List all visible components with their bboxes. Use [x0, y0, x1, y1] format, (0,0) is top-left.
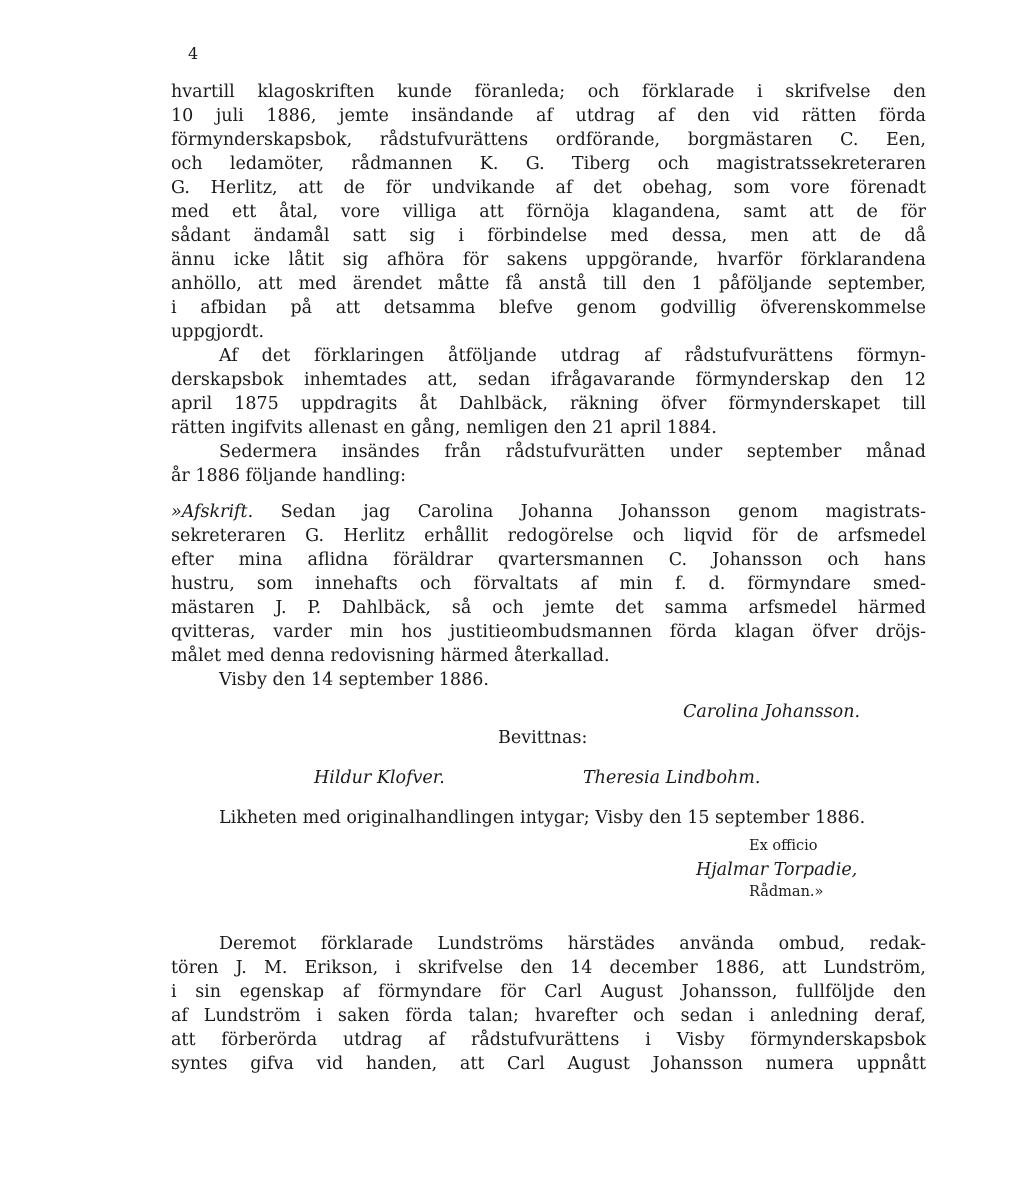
signature-carolina: Carolina Johansson. — [683, 702, 861, 722]
text-line: uppgjordt. — [171, 322, 265, 342]
text-line: april 1875 uppdragits åt Dahlbäck, räkning öfver förmynderskapet till — [171, 394, 926, 414]
paragraph-3 — [171, 440, 926, 488]
place-date: Visby den 14 september 1886. — [219, 670, 489, 690]
paragraph-4 — [171, 932, 926, 1076]
text-line: syntes gifva vid handen, att Carl August Johansson numera uppnått — [171, 1054, 926, 1074]
text-line: och ledamöter, rådmannen K. G. Tiberg och magistratssekreteraren — [171, 154, 926, 174]
text-line: af Lundström i saken förda talan; hvarefter och sedan i anledning deraf, — [171, 1006, 926, 1026]
signature-row — [171, 700, 926, 724]
paragraph-1 — [171, 80, 926, 344]
certification-text: Likheten med originalhandlingen intygar; Visby den 15 september 1886. — [219, 808, 866, 828]
text-line: Sedermera insändes från rådstufvurätten under september månad — [219, 442, 926, 462]
ex-officio: Ex officio — [749, 838, 818, 854]
text-line: mästaren J. P. Dahlbäck, så och jemte det samma arfsmedel härmed — [171, 598, 926, 618]
text-line: Af det förklaringen åtföljande utdrag af rådstufvurättens förmyn- — [219, 346, 926, 366]
witnesses-label-row — [171, 726, 926, 750]
page-number: 4 — [188, 44, 199, 63]
text-line: rätten ingifvits allenast en gång, nemligen den 21 april 1884. — [171, 418, 717, 438]
text-line: år 1886 följande handling: — [171, 466, 407, 486]
text-line: i afbidan på att detsamma blefve genom godvillig öfverenskommelse — [171, 298, 926, 318]
paragraph-2 — [171, 344, 926, 440]
witness-row — [171, 766, 926, 790]
witnesses-label: Bevittnas: — [498, 728, 588, 748]
text-line: G. Herlitz, att de för undvikande af det obehag, som vore förenadt — [171, 178, 926, 198]
text-line: hvartill klagoskriften kunde föranleda; och förklarade i skrifvelse den — [171, 82, 926, 102]
official-name: Hjalmar Torpadie, — [696, 860, 858, 880]
witness-hildur: Hildur Klofver. — [314, 768, 445, 788]
witness-theresia: Theresia Lindbohm. — [583, 768, 761, 788]
ex-officio-row — [171, 836, 926, 856]
text-line: i sin egenskap af förmyndare för Carl August Johansson, fullföljde den — [171, 982, 926, 1002]
text-line: efter mina aflidna föräldrar qvartersmannen C. Johansson och hans — [171, 550, 926, 570]
text-line: derskapsbok inhemtades att, sedan ifrågavarande förmynderskap den 12 — [171, 370, 926, 390]
text-line: qvitteras, varder min hos justitieombudsmannen förda klagan öfver dröjs- — [171, 622, 926, 642]
text-line: sekreteraren G. Herlitz erhållit redogörelse och liqvid för de arfsmedel — [171, 526, 926, 546]
afskrift-first-line-text: Sedan jag Carolina Johanna Johansson genom magistrats- — [280, 502, 926, 522]
text-line: anhöllo, att med ärendet måtte få anstå till den 1 påföljande september, — [171, 274, 926, 294]
text-line: tören J. M. Erikson, i skrifvelse den 14 december 1886, att Lundström, — [171, 958, 926, 978]
certification-row — [171, 806, 926, 830]
official-title-row — [171, 882, 926, 902]
text-line: Deremot förklarade Lundströms härstädes använda ombud, redak- — [219, 934, 926, 954]
afskrift-first-line — [171, 500, 926, 524]
afskrift-block — [171, 500, 926, 902]
text-line: förmynderskapsbok, rådstufvurättens ordförande, borgmästaren C. Een, — [171, 130, 926, 150]
text-line: att förberörda utdrag af rådstufvurättens i Visby förmynderskapsbok — [171, 1030, 926, 1050]
official-title: Rådman.» — [749, 884, 824, 900]
text-line: med ett åtal, vore villiga att förnöja klagandena, samt att de för — [171, 202, 926, 222]
text-line: målet med denna redovisning härmed återkallad. — [171, 646, 610, 666]
text-line: sådant ändamål satt sig i förbindelse med dessa, men att de då — [171, 226, 926, 246]
afskrift-label: »Afskrift. — [171, 502, 254, 522]
text-line: hustru, som innehafts och förvaltats af min f. d. förmyndare smed- — [171, 574, 926, 594]
text-line: 10 juli 1886, jemte insändande af utdrag af den vid rätten förda — [171, 106, 926, 126]
text-line: ännu icke låtit sig afhöra för sakens uppgörande, hvarför förklarandena — [171, 250, 926, 270]
body-text — [171, 80, 926, 1076]
official-name-row — [171, 858, 926, 882]
